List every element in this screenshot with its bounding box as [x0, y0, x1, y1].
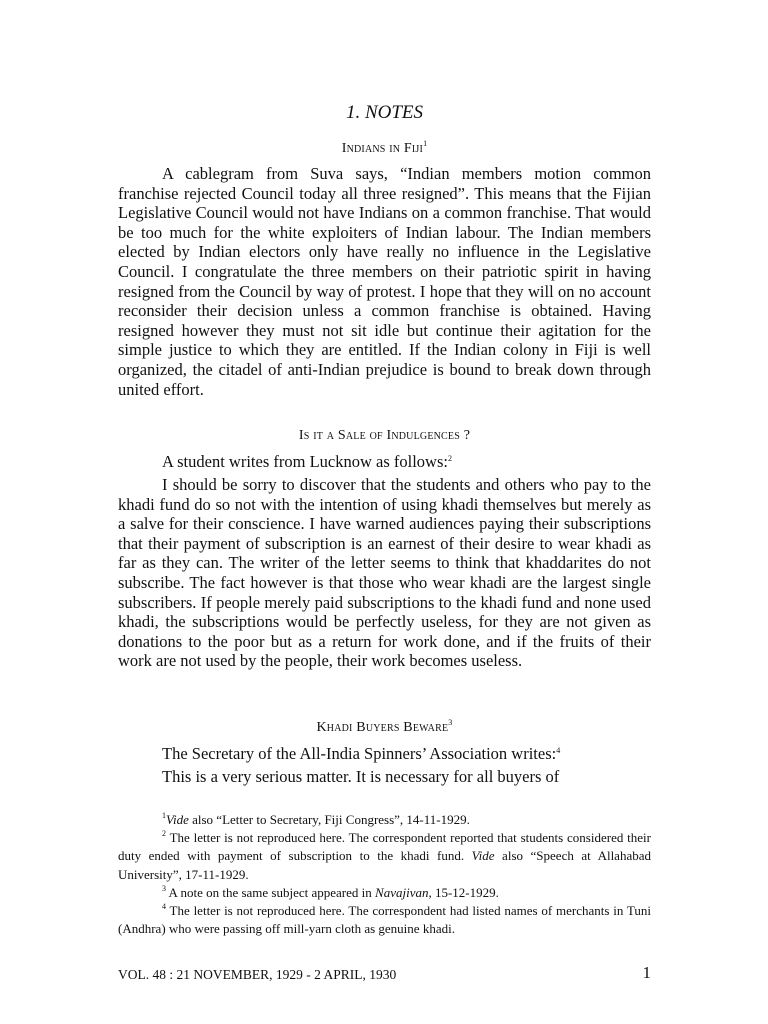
paragraph-sale-of-indulgences — [118, 475, 651, 671]
paragraph-text: I should be sorry to discover that the students and others who pay to the khadi fund do so not with the intention of using khadi themselves but merely as a salve for their conscience. I have warned audiences paying their subscriptions that their payment of subscription is an earnest of their desire to wear khadi as far as they can. The writer of the letter seems to think that khaddarites do not subscribe. The fact however is that those who wear khadi are the largest single subscribers. If people merely paid subscriptions to the khadi fund and none used khadi, the subscriptions would be perfectly useless, for they are not given as donations to the poor but as a return for work done, and if the fruits of their work are not used by the people, their work becomes useless. — [118, 475, 651, 671]
footnote-text: The letter is not reproduced here. The correspondent reported that students considered their duty ended with payment of subscription to the khadi fund. — [118, 830, 651, 864]
heading-text: Khadi Buyers Beware — [316, 720, 449, 735]
footnote-4 — [118, 902, 651, 938]
section-heading-indians-in-fiji — [118, 141, 651, 157]
footnote-text: The letter is not reproduced here. The correspondent had listed names of merchants in Tuni (Andhra) who were passing off mill-yarn cloth as genuine khadi. — [118, 903, 651, 937]
vide: Vide — [471, 848, 495, 864]
footnote-text: also “Letter to Secretary, Fiji Congress”, 14-11-1929. — [188, 812, 470, 827]
intro-line-student — [162, 452, 452, 472]
footnote-number: 2 — [162, 829, 166, 839]
vide: Vide — [166, 812, 189, 827]
source-title: Navajivan — [375, 884, 429, 900]
footnote-text: A note on the same subject appeared in — [166, 884, 376, 900]
page-footer — [118, 963, 651, 984]
paragraph-text: A cablegram from Suva says, “Indian members motion common franchise rejected Council today all three resigned”. This means that the Fijian Legislative Council would not have Indians on a common franchise. That would be too much for the white exploiters of Indian labour. The Indian members elected by Indian electors only have really no influence in the Legislative Council. I congratulate the three members on their patriotic spirit in having resigned from the Council by way of protest. I hope that they will on no account reconsider their decision unless a common franchise is obtained. Having resigned however they must not sit idle but continue their agitation for the simple justice to which they are entitled. If the Indian colony in Fiji is well organized, the citadel of anti-Indian prejudice is bound to break down through united effort. — [118, 164, 651, 399]
paragraph-text: This is a very serious matter. It is necessary for all buyers of — [162, 767, 560, 786]
intro-text: A student writes from Lucknow as follows: — [162, 452, 448, 471]
footnote-text: , 15-12-1929. — [428, 884, 499, 900]
footnote-ref: 1 — [423, 139, 428, 148]
section-heading-sale-of-indulgences — [118, 428, 651, 444]
page-title: 1. NOTES — [345, 102, 424, 123]
footnote-2 — [118, 829, 651, 884]
paragraph-indians-in-fiji — [118, 164, 651, 399]
intro-text: The Secretary of the All-India Spinners’ Association writes: — [162, 744, 557, 763]
footnote-1 — [118, 811, 651, 829]
footnote-ref: 4 — [556, 746, 561, 755]
footnote-number: 3 — [162, 883, 166, 893]
paragraph-khadi-buyers-beware — [162, 767, 559, 787]
page-number: 1 — [642, 963, 651, 982]
heading-text: Is it a Sale of Indulgences ? — [298, 428, 471, 443]
footnote-number: 4 — [162, 902, 166, 912]
footnotes — [118, 811, 651, 938]
footnote-ref: 2 — [447, 454, 452, 463]
section-heading-khadi-buyers-beware — [118, 720, 651, 736]
intro-line-secretary — [162, 744, 560, 764]
volume-info: VOL. 48 : 21 NOVEMBER, 1929 - 2 APRIL, 1930 — [118, 967, 397, 982]
footnote-text: also “Speech at Allahabad University”, 17-11-1929. — [118, 848, 651, 882]
footnote-number: 1 — [162, 811, 166, 820]
heading-text: Indians in Fiji — [341, 141, 424, 156]
footnote-3 — [118, 884, 651, 902]
footnote-ref: 3 — [448, 718, 453, 727]
